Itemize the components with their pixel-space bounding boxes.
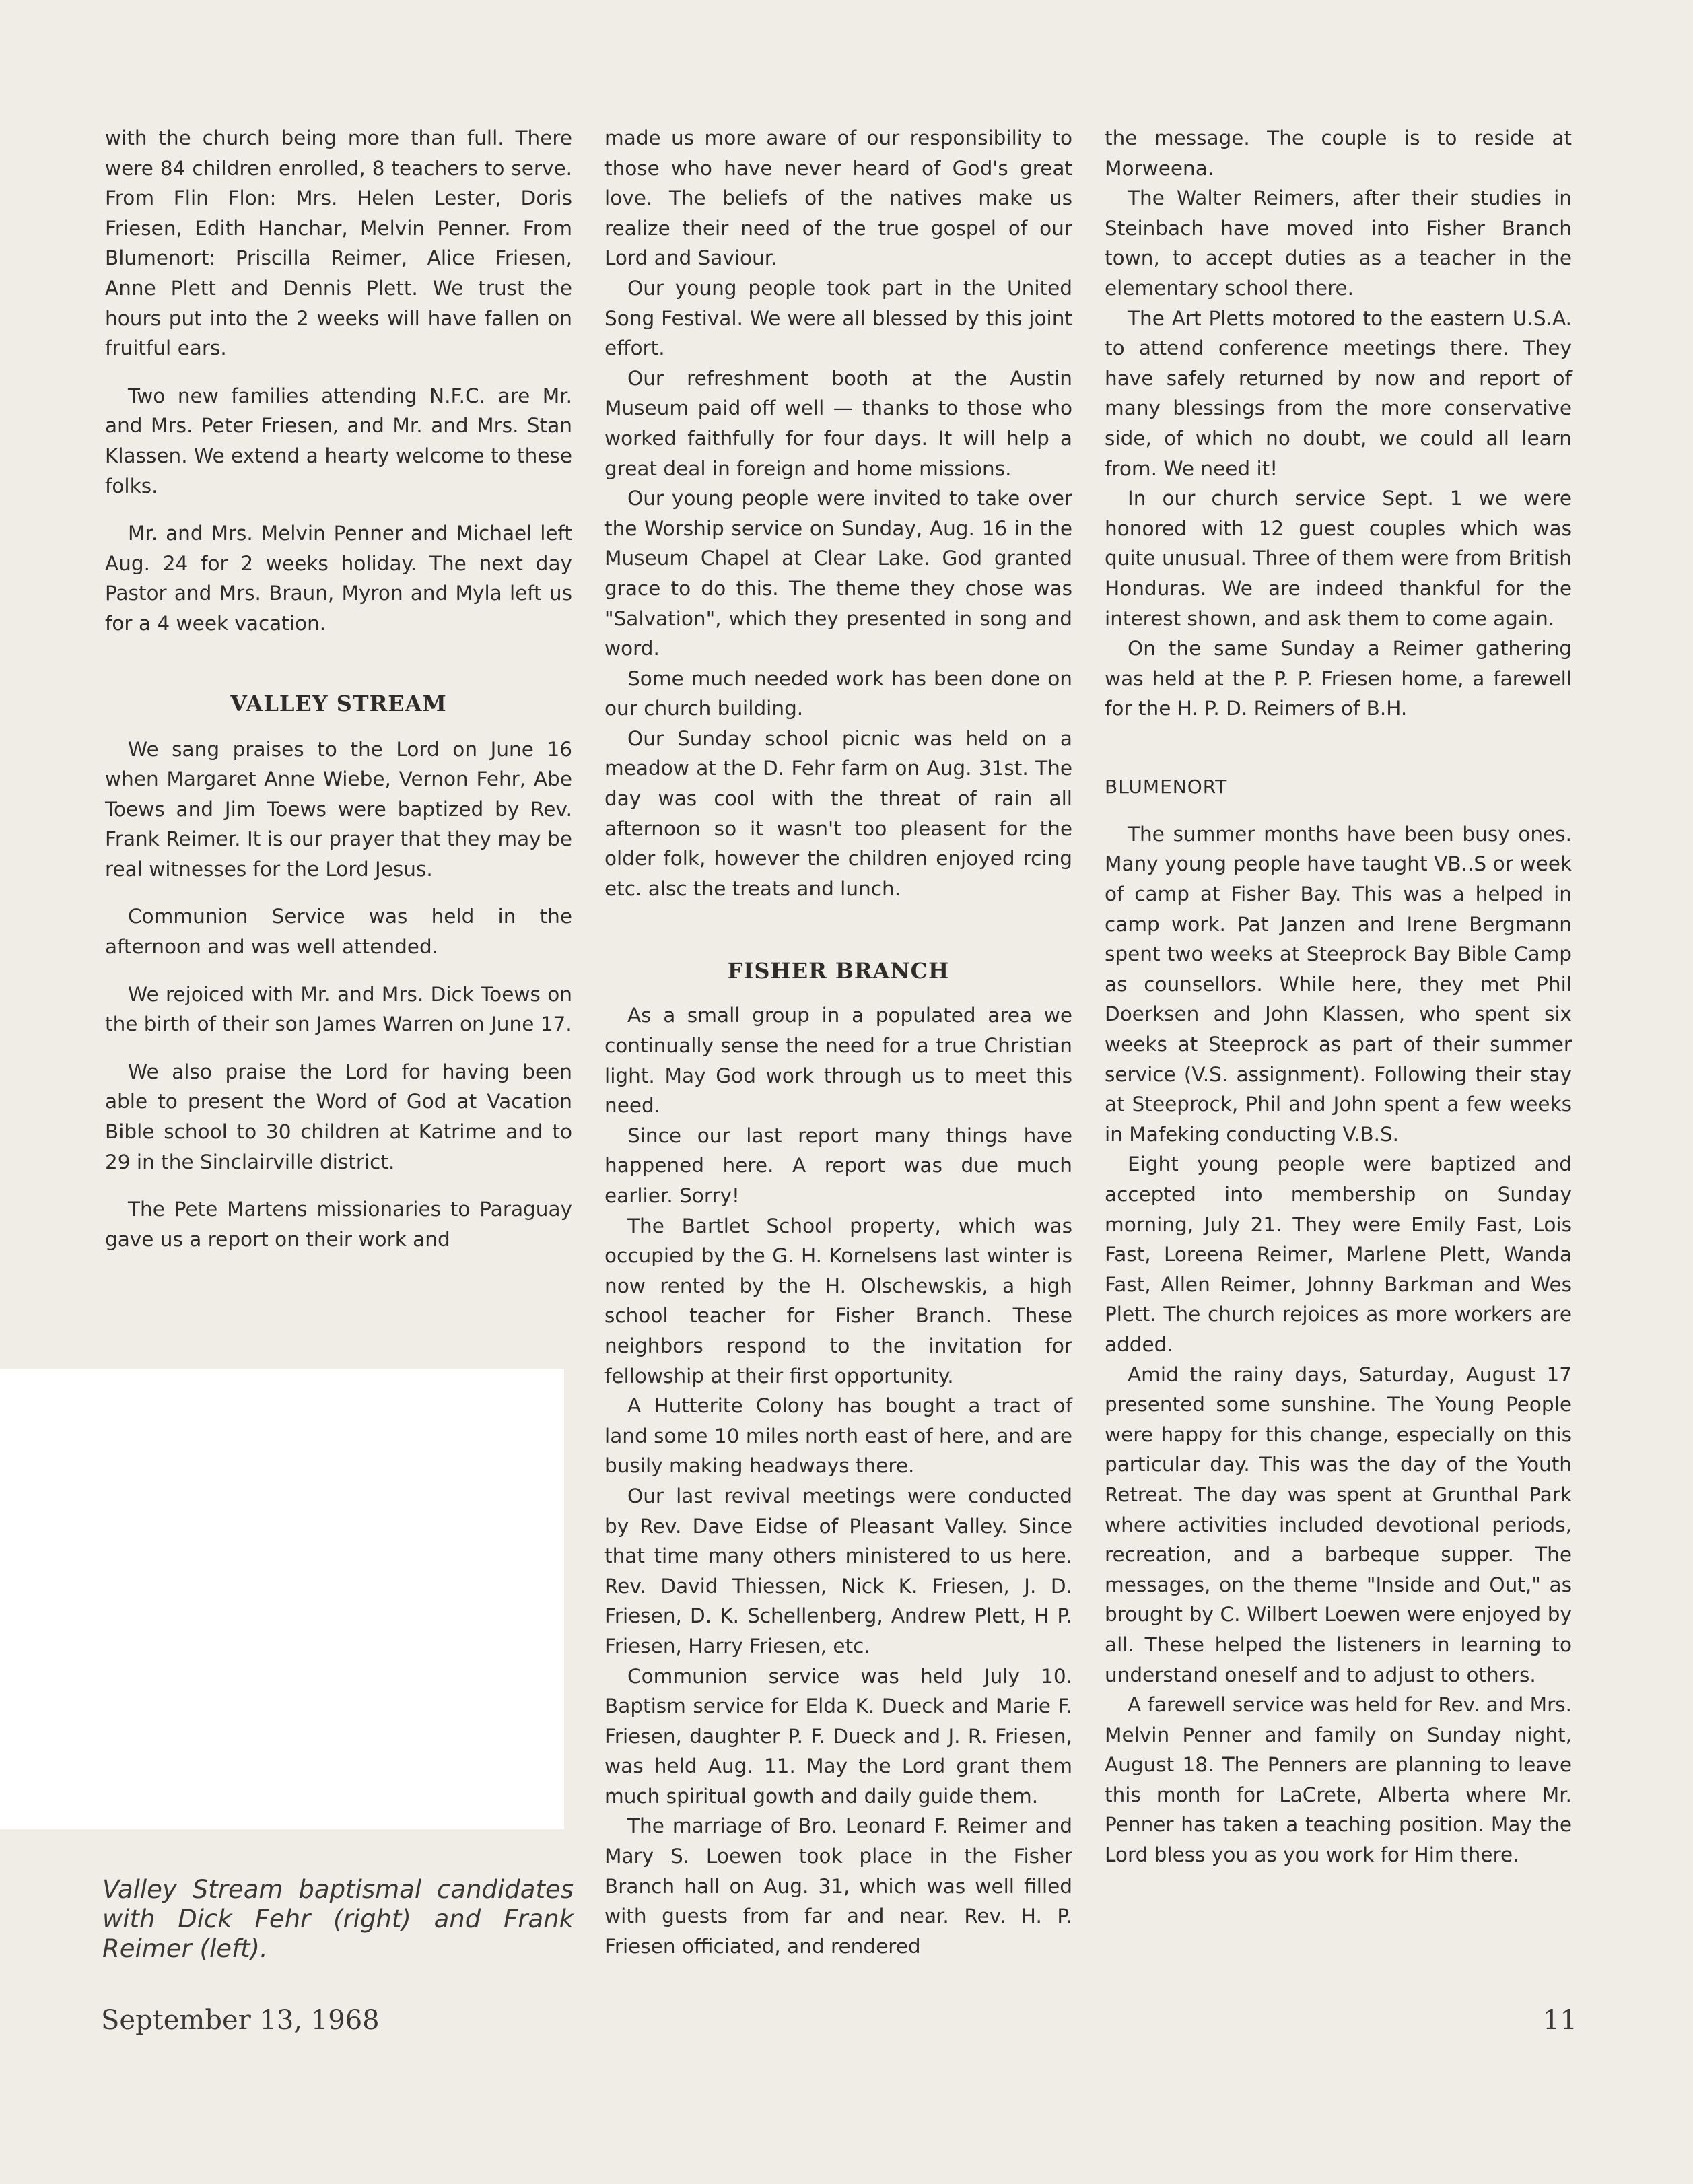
article-paragraph: As a small group in a populated area we continually sense the need for a true Christian light. May God work through us to meet this need. <box>604 1004 1072 1118</box>
article-paragraph: Amid the rainy days, Saturday, August 17 presented some sunshine. The Young People were happy for this change, especially on this particular day. This was the day of the Youth Retreat. The day was spent at Grunthal Park where activities included devotional periods, recreation, and a barbeque supper. The messages, on the theme "Inside and Out," as brought by C. Wilbert Loewen were enjoyed by all. These helped the listeners in learning to understand oneself and to adjust to others. <box>1105 1363 1572 1686</box>
article-paragraph: The Pete Martens missionaries to Paraguay gave us a report on their work and <box>105 1198 572 1251</box>
article-paragraph: Two new families attending N.F.C. are Mr. and Mrs. Peter Friesen, and Mr. and Mrs. Stan Klassen. We extend a hearty welcome to these folks. <box>105 384 572 498</box>
article-paragraph: with the church being more than full. There were 84 children enrolled, 8 teachers to serve. From Flin Flon: Mrs. Helen Lester, Doris Friesen, Edith Hanchar, Melvin Penner. From Blumenort: Priscilla Reimer, Alice Friesen, Anne Plett and Dennis Plett. We trust the hours put into the 2 weeks will have fallen on fruitful ears. <box>105 127 572 360</box>
article-paragraph: Our young people were invited to take over the Worship service on Sunday, Aug. 16 in the Museum Chapel at Clear Lake. God granted grace to do this. The theme they chose was "Salvation", which they presented in song and word. <box>604 487 1072 660</box>
section-heading-valley-stream: VALLEY STREAM <box>230 690 447 716</box>
article-paragraph: Since our last report many things have happened here. A report was due much earlier. Sorry! <box>604 1124 1072 1207</box>
article-paragraph: The Walter Reimers, after their studies in Steinbach have moved into Fisher Branch town, to accept duties as a teacher in the elementary school there. <box>1105 186 1572 300</box>
article-paragraph: On the same Sunday a Reimer gathering was held at the P. P. Friesen home, a farewell for the H. P. D. Reimers of B.H. <box>1105 637 1572 720</box>
article-paragraph: We also praise the Lord for having been able to present the Word of God at Vacation Bible school to 30 children at Katrime and to 29 in the Sinclairville district. <box>105 1060 572 1173</box>
article-paragraph: made us more aware of our responsibility to those who have never heard of God's great love. The beliefs of the natives make us realize their need of the true gospel of our Lord and Saviour. <box>604 127 1072 270</box>
article-paragraph: Mr. and Mrs. Melvin Penner and Michael left Aug. 24 for 2 weeks holiday. The next day Pastor and Mrs. Braun, Myron and Myla left us for a 4 week vacation. <box>105 522 572 635</box>
photo-placeholder <box>0 1369 564 1829</box>
article-paragraph: A farewell service was held for Rev. and Mrs. Melvin Penner and family on Sunday night, August 18. The Penners are planning to leave this month for LaCrete, Alberta where Mr. Penner has taken a teaching position. May the Lord bless you as you work for Him there. <box>1105 1693 1572 1867</box>
article-paragraph: In our church service Sept. 1 we were honored with 12 guest couples which was quite unusual. Three of them were from British Honduras. We are indeed thankful for the interest shown, and ask them to come again. <box>1105 487 1572 630</box>
section-heading-fisher-branch: FISHER BRANCH <box>727 958 950 984</box>
article-paragraph: Communion Service was held in the afternoon and was well attended. <box>105 905 572 959</box>
article-paragraph: the message. The couple is to reside at Morweena. <box>1105 127 1572 180</box>
article-paragraph: A Hutterite Colony has bought a tract of land some 10 miles north east of here, and are busily making headways there. <box>604 1394 1072 1478</box>
photo-caption: Valley Stream baptismal candidates with Dick Fehr (right) and Frank Reimer (left). <box>102 1875 574 1963</box>
article-paragraph: The Bartlet School property, which was occupied by the G. H. Kornelsens last winter is now rented by the H. Olschewskis, a high school teacher for Fisher Branch. These neighbors respond to the invitation for fellowship at their first opportunity. <box>604 1214 1072 1388</box>
column-left <box>105 123 572 1254</box>
article-paragraph: The Art Pletts motored to the eastern U.S.A. to attend conference meetings there. They have safely returned by now and report of many blessings from the more conservative side, of which no doubt, we could all learn from. We need it! <box>1105 306 1572 480</box>
article-paragraph: Our refreshment booth at the Austin Museum paid off well — thanks to those who worked faithfully for four days. It will help a great deal in foreign and home missions. <box>604 366 1072 480</box>
article-paragraph: Our young people took part in the United Song Festival. We were all blessed by this joint effort. <box>604 276 1072 360</box>
article-paragraph: Some much needed work has been done on our church building. <box>604 667 1072 720</box>
article-paragraph: Eight young people were baptized and accepted into membership on Sunday morning, July 21. They were Emily Fast, Lois Fast, Loreena Reimer, Marlene Plett, Wanda Fast, Allen Reimer, Johnny Barkman and Wes Plett. The church rejoices as more workers are added. <box>1105 1153 1572 1356</box>
article-paragraph: Our last revival meetings were conducted by Rev. Dave Eidse of Pleasant Valley. Since that time many others ministered to us here. Rev. David Thiessen, Nick K. Friesen, J. D. Friesen, D. K. Schellenberg, Andrew Plett, H P. Friesen, Harry Friesen, etc. <box>604 1484 1072 1658</box>
column-middle <box>604 123 1072 1961</box>
article-paragraph: Communion service was held July 10. Baptism service for Elda K. Dueck and Marie F. Friesen, daughter P. F. Dueck and J. R. Friesen, was held Aug. 11. May the Lord grant them much spiritual gowth and daily guide them. <box>604 1664 1072 1808</box>
article-paragraph: The summer months have been busy ones. Many young people have taught VB..S or week of camp at Fisher Bay. This was a helped in camp work. Pat Janzen and Irene Bergmann spent two weeks at Steeprock Bay Bible Camp as counsellors. While here, they met Phil Doerksen and John Klassen, who spent six weeks at Steeprock as part of their summer service (V.S. assignment). Following their stay at Steeprock, Phil and John spent a few weeks in Mafeking conducting V.B.S. <box>1105 822 1572 1146</box>
article-paragraph: The marriage of Bro. Leonard F. Reimer and Mary S. Loewen took place in the Fisher Branch hall on Aug. 31, which was well filled with guests from far and near. Rev. H. P. Friesen officiated, and rendered <box>604 1814 1072 1958</box>
article-paragraph: Our Sunday school picnic was held on a meadow at the D. Fehr farm on Aug. 31st. The day was cool with the threat of rain all afternoon so it wasn't too pleasent for the older folk, however the children enjoyed rcing etc. alsc the treats and lunch. <box>604 726 1072 900</box>
section-heading-blumenort: BLUMENORT <box>1105 775 1228 798</box>
article-paragraph: We sang praises to the Lord on June 16 when Margaret Anne Wiebe, Vernon Fehr, Abe Toews and Jim Toews were baptized by Rev. Frank Reimer. It is our prayer that they may be real witnesses for the Lord Jesus. <box>105 737 572 881</box>
issue-date: September 13, 1968 <box>101 2005 380 2036</box>
article-paragraph: We rejoiced with Mr. and Mrs. Dick Toews on the birth of their son James Warren on June 17. <box>105 982 572 1036</box>
column-right <box>1105 123 1572 1870</box>
page-number: 11 <box>1543 2005 1577 2036</box>
